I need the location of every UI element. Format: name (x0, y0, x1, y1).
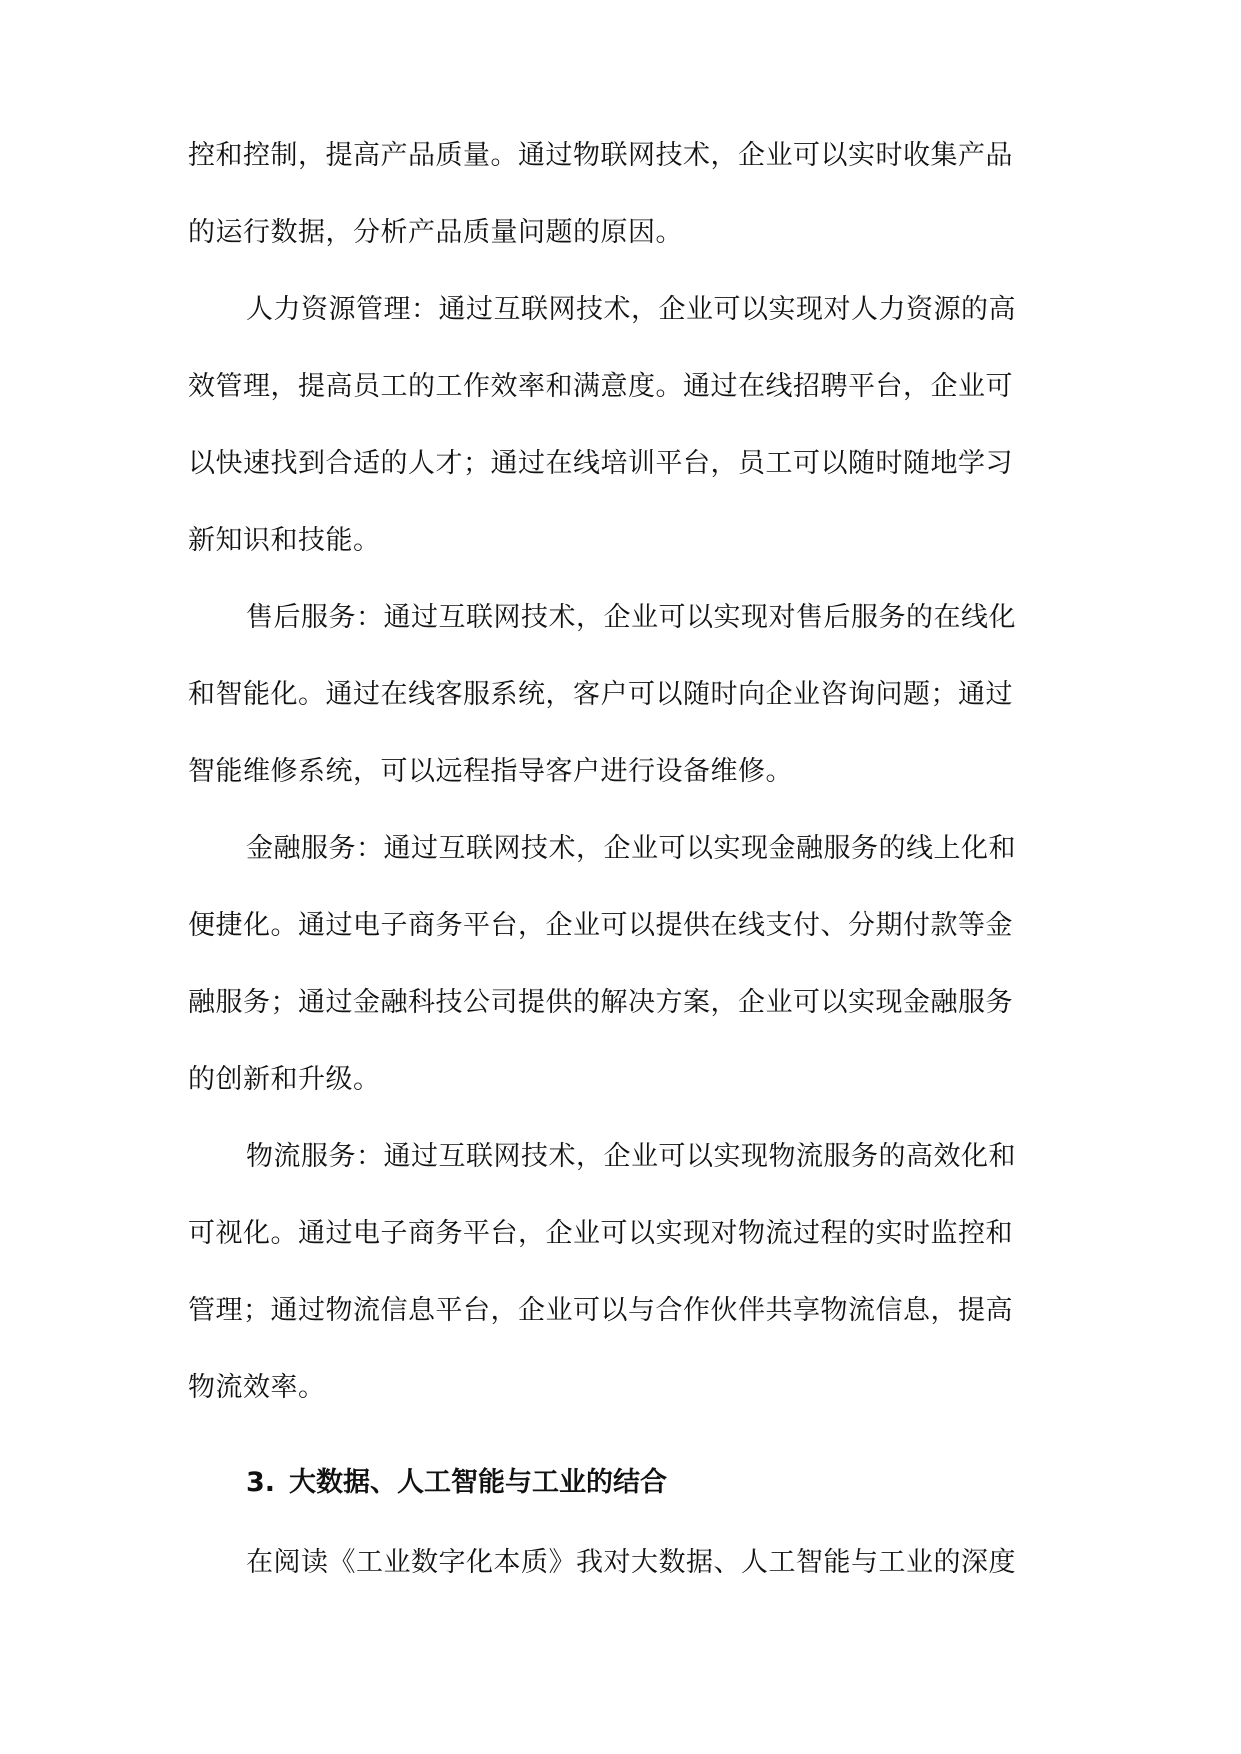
text-line: 物流服务：通过互联网技术，企业可以实现物流服务的高效化和 (246, 1141, 1016, 1172)
paragraph (188, 579, 1054, 810)
paragraph (188, 1524, 1054, 1601)
text-line: 融服务；通过金融科技公司提供的解决方案，企业可以实现金融服务 (188, 987, 1013, 1018)
paragraph (188, 1118, 1054, 1426)
text-line: 在阅读《工业数字化本质》我对大数据、人工智能与工业的深度 (246, 1547, 1016, 1578)
section-title: 大数据、人工智能与工业的结合 (289, 1467, 668, 1498)
text-line: 金融服务：通过互联网技术，企业可以实现金融服务的线上化和 (246, 833, 1016, 864)
paragraph (188, 810, 1054, 1118)
text-line: 智能维修系统，可以远程指导客户进行设备维修。 (188, 756, 793, 787)
text-line: 人力资源管理：通过互联网技术，企业可以实现对人力资源的高 (246, 294, 1016, 325)
text-line: 便捷化。通过电子商务平台，企业可以提供在线支付、分期付款等金 (188, 910, 1013, 941)
paragraph (188, 271, 1054, 579)
text-line: 以快速找到合适的人才；通过在线培训平台，员工可以随时随地学习 (188, 448, 1013, 479)
text-line: 的创新和升级。 (188, 1064, 381, 1095)
text-line: 新知识和技能。 (188, 525, 381, 556)
text-line: 物流效率。 (188, 1372, 326, 1403)
text-line: 和智能化。通过在线客服系统，客户可以随时向企业咨询问题；通过 (188, 679, 1013, 710)
body-text-bottom (188, 1524, 1054, 1601)
section-heading (246, 1463, 667, 1503)
text-line: 管理；通过物流信息平台，企业可以与合作伙伴共享物流信息，提高 (188, 1295, 1013, 1326)
section-number: 3. (246, 1467, 276, 1498)
paragraph (188, 117, 1054, 271)
body-text-top (188, 117, 1054, 1426)
text-line: 售后服务：通过互联网技术，企业可以实现对售后服务的在线化 (246, 602, 1016, 633)
text-line: 的运行数据，分析产品质量问题的原因。 (188, 217, 683, 248)
text-line: 可视化。通过电子商务平台，企业可以实现对物流过程的实时监控和 (188, 1218, 1013, 1249)
text-line: 效管理，提高员工的工作效率和满意度。通过在线招聘平台，企业可 (188, 371, 1013, 402)
text-line: 控和控制，提高产品质量。通过物联网技术，企业可以实时收集产品 (188, 140, 1013, 171)
